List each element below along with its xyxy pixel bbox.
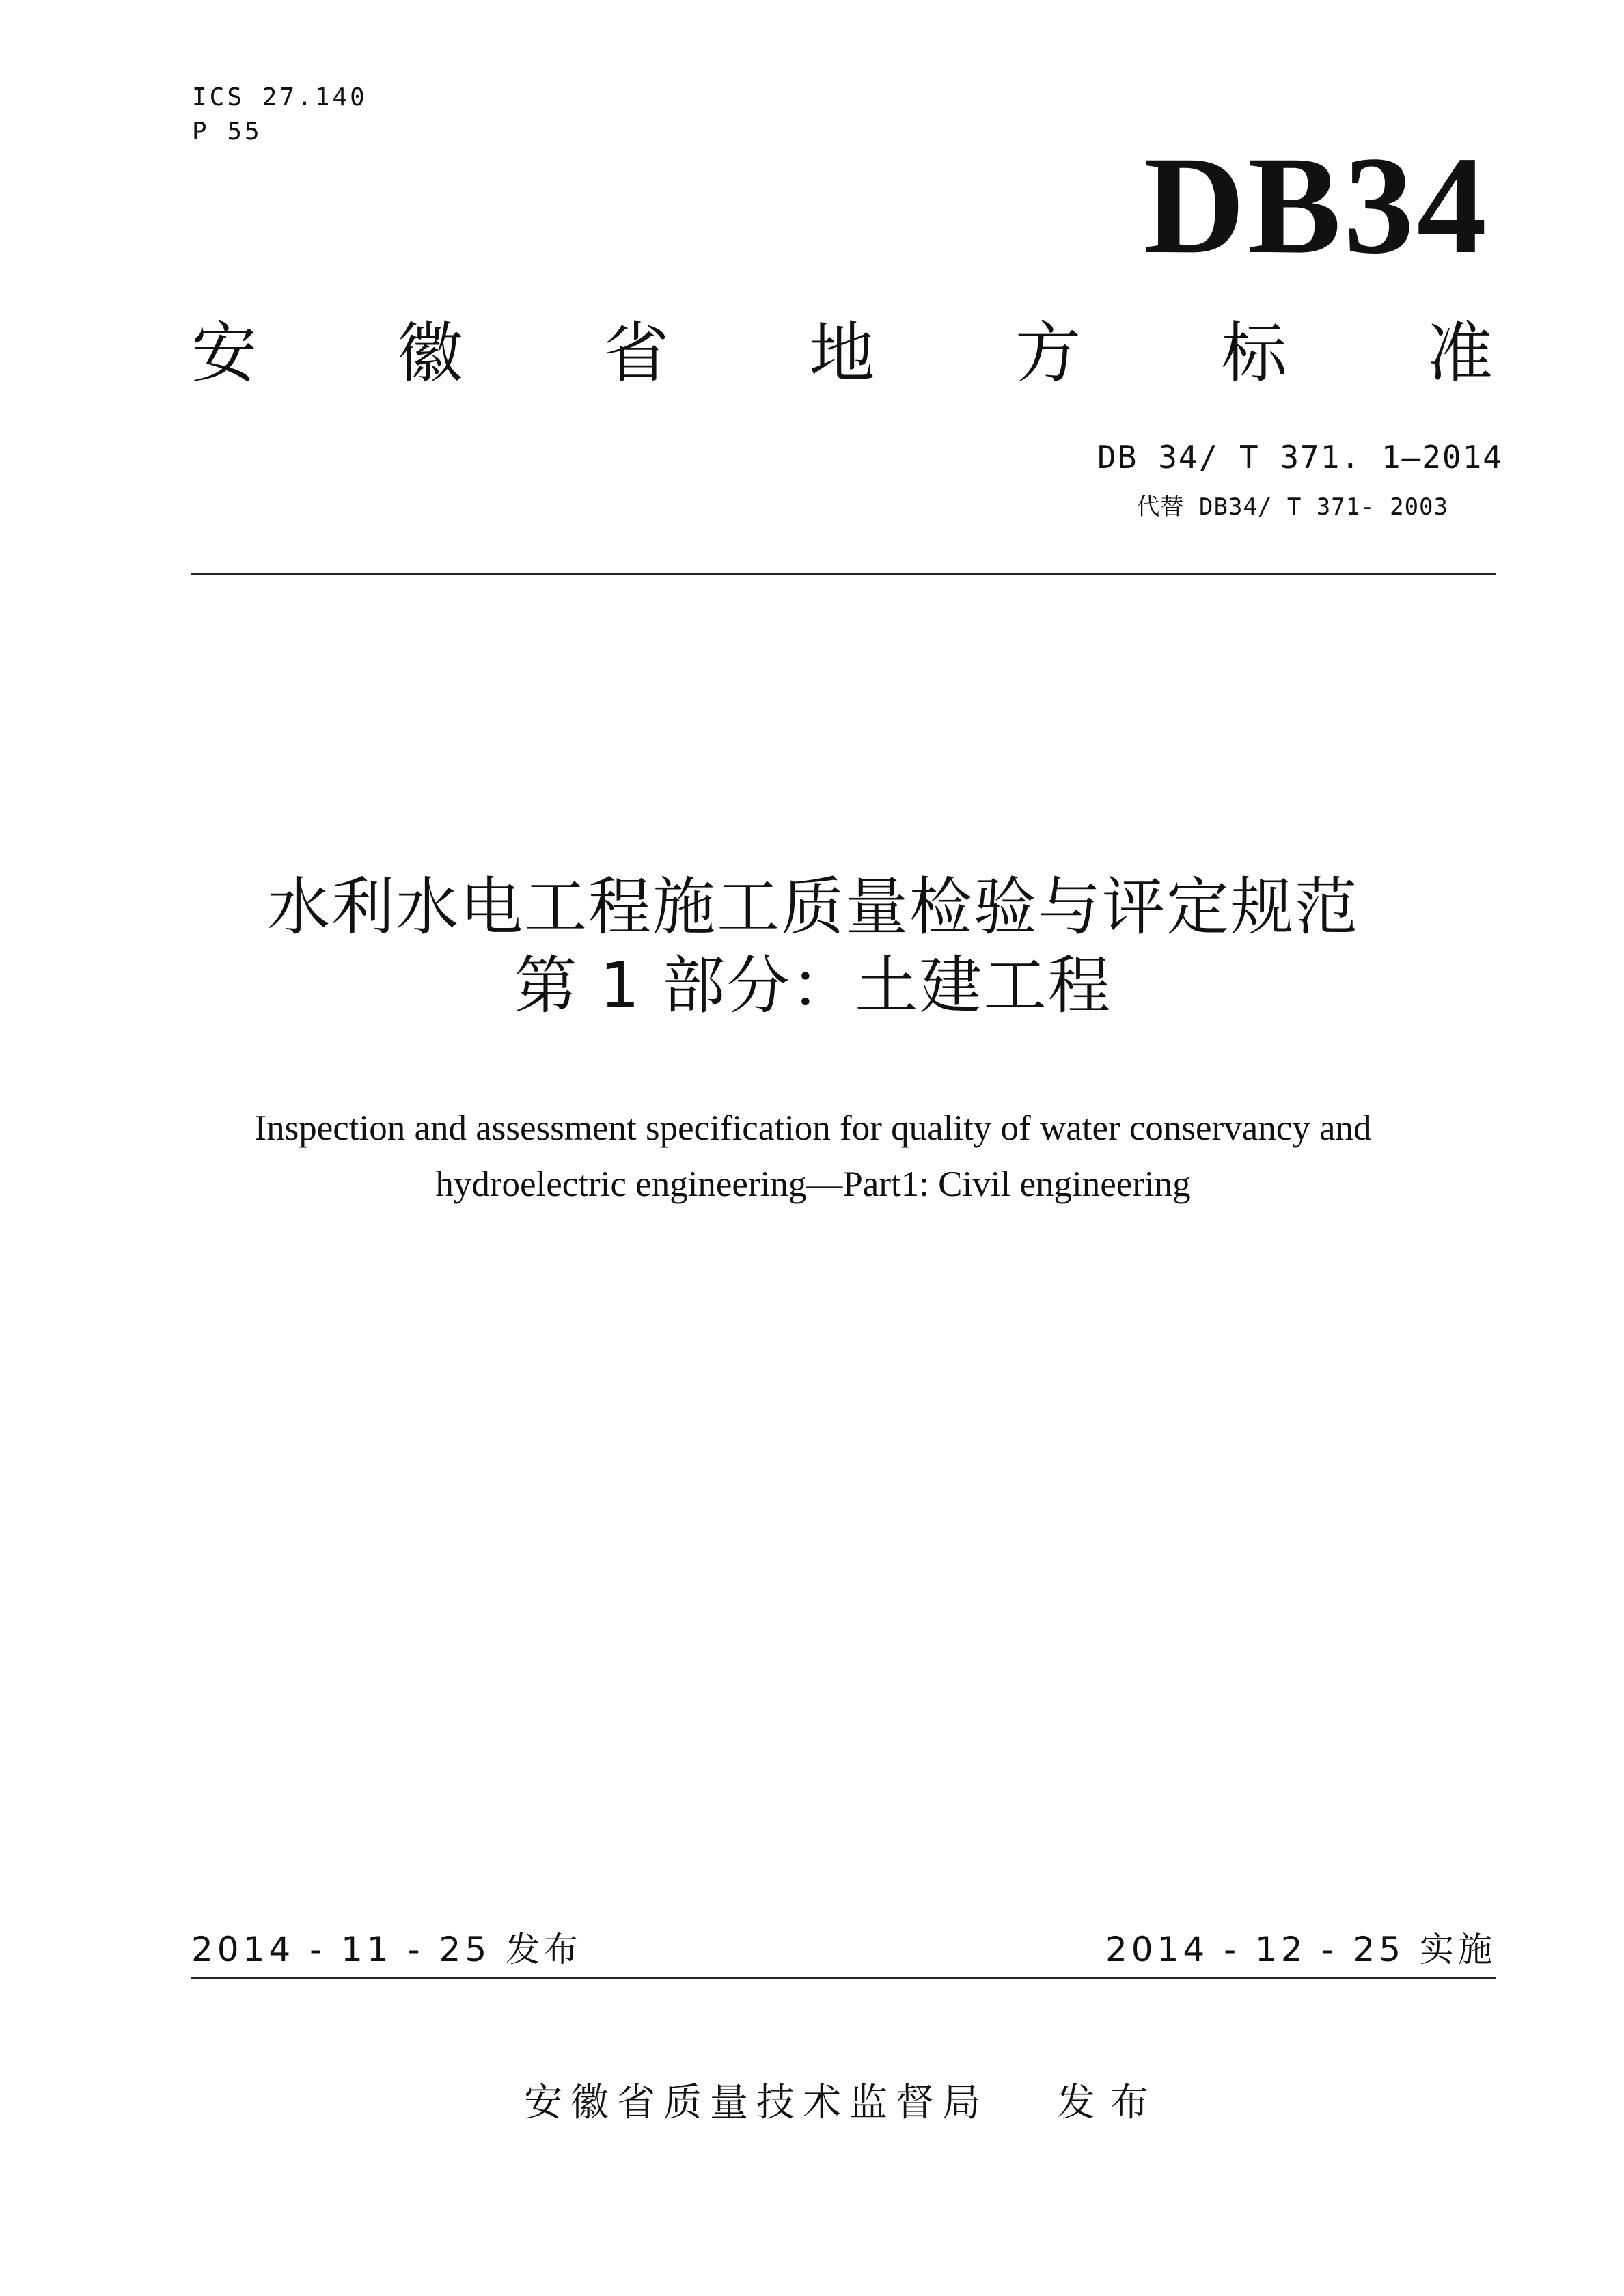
header-divider: [191, 573, 1496, 575]
standard-type-title: [191, 316, 1493, 391]
standard-type-char: 地: [809, 315, 875, 392]
ics-code: ICS 27.140: [192, 83, 368, 111]
publish-date: 2014 - 11 - 25 发布: [191, 1930, 583, 1969]
classification-codes: [192, 81, 368, 149]
english-title: [123, 1100, 1503, 1212]
english-title-line-2: hydroelectric engineering—Part1: Civil engineering: [435, 1164, 1191, 1204]
chinese-title-line-2: 第 1 部分：土建工程: [514, 949, 1112, 1022]
issuer-line: [191, 2077, 1496, 2129]
standard-type-char: 准: [1427, 315, 1493, 392]
date-row: [191, 1927, 1496, 1972]
chinese-title: [123, 868, 1503, 1025]
standard-type-char: 徽: [397, 315, 463, 392]
standard-type-char: 安: [191, 315, 257, 392]
replaces-standard: 代替 DB34/ T 371- 2003: [1136, 493, 1448, 521]
db34-logo: DB34: [1144, 128, 1489, 283]
chinese-title-line-1: 水利水电工程施工质量检验与评定规范: [266, 871, 1359, 944]
standard-type-char: 标: [1221, 315, 1287, 392]
english-title-line-1: Inspection and assessment specification for quality of water conservancy and: [254, 1108, 1372, 1148]
standard-type-char: 方: [1015, 315, 1081, 392]
footer-divider: [191, 1977, 1496, 1979]
ccs-code: P 55: [192, 118, 262, 146]
standard-type-char: 省: [603, 315, 669, 392]
issuing-organization: 安徽省质量技术监督局: [524, 2081, 989, 2125]
issue-action: 发布: [1057, 2081, 1164, 2125]
standard-number: DB 34/ T 371. 1—2014: [1097, 439, 1503, 476]
effective-date: 2014 - 12 - 25 实施: [1105, 1930, 1496, 1969]
